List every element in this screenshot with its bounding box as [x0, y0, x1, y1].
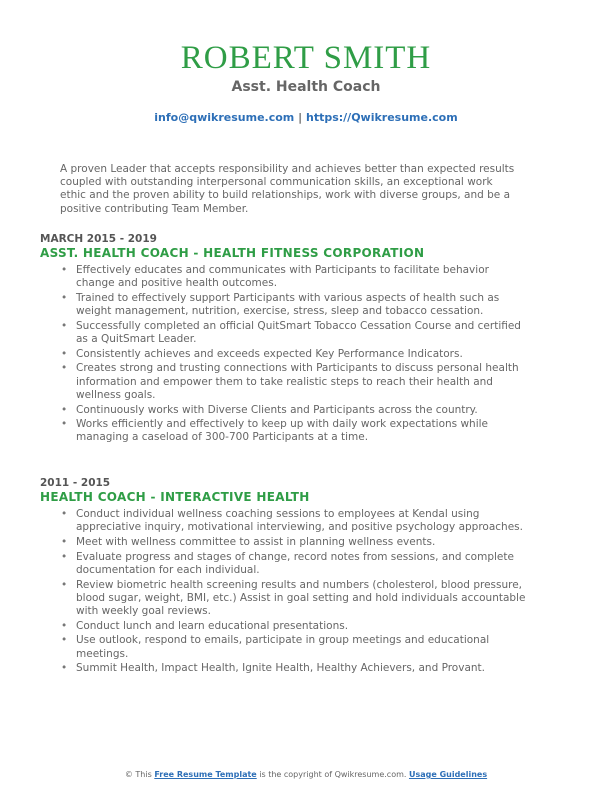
bullet-item: • Conduct individual wellness coaching sessions to employees at Kendal using appreciative inquiry, motivational interviewing, and positive psychology approaches.: [61, 508, 523, 534]
bullet-item: • Evaluate progress and stages of change, record notes from sessions, and complete documentation for each individual.: [61, 550, 514, 576]
summary-paragraph: A proven Leader that accepts responsibility and achieves better than expected results coupled with outstanding interpersonal communication skills, an exceptional work ethic and the proven ability to build relationships, work with diverse groups, and be a positive contributing Team Member.: [60, 163, 515, 215]
bullet-item: • Successfully completed an official QuitSmart Tobacco Cessation Course and certified as a QuitSmart Leader.: [61, 319, 521, 346]
footer: [0, 770, 612, 780]
email-link[interactable]: info@qwikresume.com: [154, 111, 295, 124]
bullet-icon: •: [61, 662, 68, 675]
bullet-item: • Continuously works with Diverse Clients and Participants across the country.: [61, 403, 478, 416]
bullet-item: • Conduct lunch and learn educational presentations.: [61, 619, 349, 632]
free-resume-template-link[interactable]: Free Resume Template: [154, 770, 257, 779]
bullet-icon: •: [61, 403, 68, 416]
footer-prefix: © This: [124, 770, 152, 779]
footer-copyright: is the copyright of Qwikresume.com.: [259, 770, 407, 779]
experience-bullets: [40, 508, 570, 675]
bullet-item: • Use outlook, respond to emails, participate in group meetings and educational meetings.: [61, 634, 490, 660]
experience-role: ASST. HEALTH COACH - HEALTH FITNESS CORPORATION: [40, 246, 425, 260]
candidate-title: Asst. Health Coach: [231, 79, 381, 95]
bullet-icon: •: [61, 319, 68, 332]
bullet-icon: •: [61, 347, 68, 360]
bullet-item: • Summit Health, Impact Health, Ignite Health, Healthy Achievers, and Provant.: [61, 662, 485, 675]
bullet-icon: •: [61, 362, 68, 375]
bullet-icon: •: [61, 578, 68, 591]
bullet-item: • Trained to effectively support Participants with various aspects of health such as weight management, nutrition, exercise, stress, sleep and tobacco cessation.: [61, 291, 500, 318]
bullet-icon: •: [61, 508, 68, 520]
bullet-icon: •: [61, 619, 68, 632]
bullet-item: • Effectively educates and communicates with Participants to facilitate behavior change and positive health outcomes.: [61, 264, 489, 290]
bullet-icon: •: [61, 418, 68, 431]
contact-separator: |: [298, 111, 303, 124]
bullet-icon: •: [61, 634, 68, 647]
bullet-item: • Meet with wellness committee to assist in planning wellness events.: [61, 535, 436, 548]
experience-dates: 2011 - 2015: [40, 477, 111, 489]
experience-entry-1: [40, 233, 570, 446]
experience-entry-2: [40, 477, 570, 677]
bullet-item: • Review biometric health screening results and numbers (cholesterol, blood pressure, blood sugar, weight, BMI, etc.) Assist in goal setting and hold individuals accountable with weekly goal reviews.: [61, 578, 526, 617]
bullet-item: • Consistently achieves and exceeds expected Key Performance Indicators.: [61, 347, 463, 360]
bullet-icon: •: [61, 550, 68, 563]
usage-guidelines-link[interactable]: Usage Guidelines: [408, 770, 488, 779]
contact-line: [0, 111, 612, 125]
bullet-icon: •: [61, 264, 68, 276]
experience-bullets: [40, 264, 570, 445]
bullet-item: • Creates strong and trusting connections with Participants to discuss personal health information and empower them to take realistic steps to reach their health and wellness goals.: [61, 362, 519, 401]
experience-dates: MARCH 2015 - 2019: [40, 233, 157, 245]
website-link[interactable]: https://Qwikresume.com: [305, 111, 458, 124]
bullet-icon: •: [61, 291, 68, 304]
candidate-name: ROBERT SMITH: [180, 40, 432, 76]
bullet-icon: •: [61, 535, 68, 548]
experience-role: HEALTH COACH - INTERACTIVE HEALTH: [40, 490, 310, 504]
bullet-item: • Works efficiently and effectively to keep up with daily work expectations while managing a caseload of 300-700 Participants at a time.: [61, 418, 489, 444]
